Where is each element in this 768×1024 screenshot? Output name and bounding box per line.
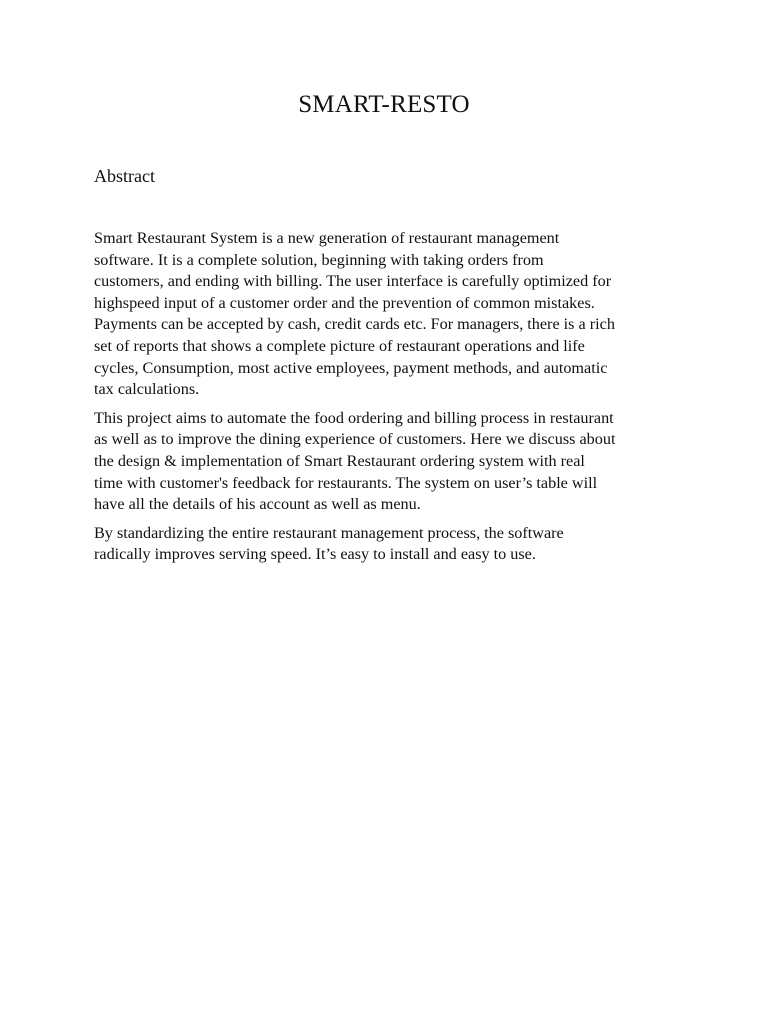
text-line: time with customer's feedback for restaurants. The system on user’s table will (94, 473, 598, 492)
text-line: customers, and ending with billing. The user interface is carefully optimized for (94, 272, 612, 291)
text-line: Payments can be accepted by cash, credit cards etc. For managers, there is a rich (94, 315, 615, 334)
text-line: have all the details of his account as well as menu. (94, 495, 421, 514)
text-line: cycles, Consumption, most active employees, payment methods, and automatic (94, 358, 608, 377)
text-line: set of reports that shows a complete picture of restaurant operations and life (94, 336, 585, 355)
abstract-paragraph-2 (94, 408, 684, 516)
document-title: SMART-RESTO (298, 91, 470, 118)
text-line: Smart Restaurant System is a new generation of restaurant management (94, 229, 560, 247)
text-line: By standardizing the entire restaurant management process, the software (94, 523, 564, 542)
text-line: radically improves serving speed. It’s easy to install and easy to use. (94, 545, 536, 564)
abstract-paragraph-1 (94, 228, 684, 401)
text-line: as well as to improve the dining experience of customers. Here we discuss about (94, 430, 616, 449)
abstract-paragraph-3 (94, 523, 684, 566)
text-line: tax calculations. (94, 380, 200, 399)
text-line: the design & implementation of Smart Restaurant ordering system with real (94, 451, 585, 470)
text-line: software. It is a complete solution, beginning with taking orders from (94, 250, 544, 269)
section-heading-abstract: Abstract (94, 166, 155, 186)
abstract-body (94, 228, 684, 573)
text-line: This project aims to automate the food ordering and billing process in restaurant (94, 408, 614, 427)
text-line: highspeed input of a customer order and the prevention of common mistakes. (94, 293, 595, 312)
